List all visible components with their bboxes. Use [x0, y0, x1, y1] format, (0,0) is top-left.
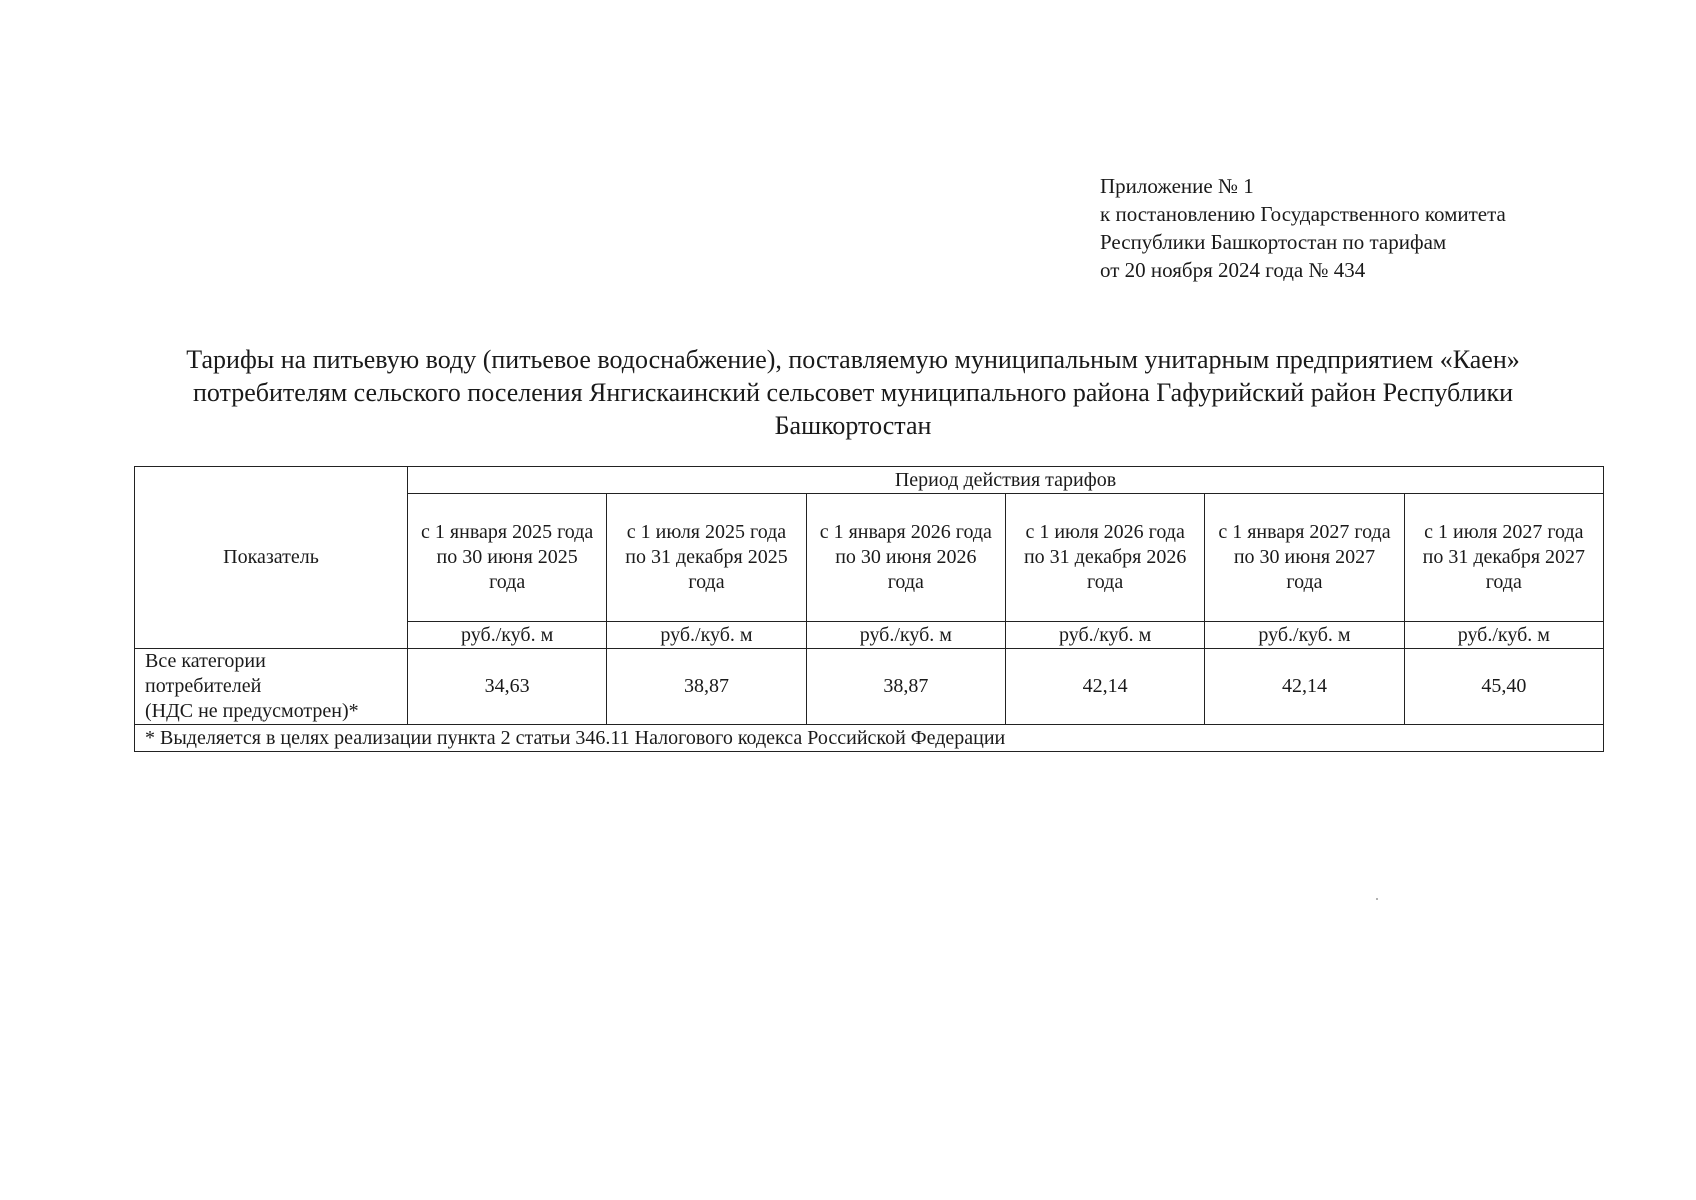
- period-line: с 1 января 2025 года: [421, 521, 594, 543]
- period-line: по 31 декабря 2025: [625, 546, 788, 568]
- period-line: с 1 июля 2026 года: [1025, 521, 1185, 543]
- category-line: Все категории: [145, 650, 266, 672]
- period-line: года: [688, 571, 725, 593]
- tariff-value: 42,14: [1005, 649, 1204, 725]
- period-line: с 1 июля 2025 года: [626, 521, 787, 543]
- table-row: [135, 649, 1604, 725]
- unit-cell: руб./куб. м: [806, 622, 1005, 649]
- period-cell: [607, 494, 806, 622]
- period-line: года: [1485, 571, 1522, 593]
- category-cell: [135, 649, 408, 725]
- category-line: (НДС не предусмотрен)*: [145, 700, 359, 722]
- appendix-line: от 20 ноября 2024 года № 434: [1100, 258, 1366, 282]
- document-title: [128, 343, 1578, 442]
- period-line: с 1 января 2026 года: [819, 521, 992, 543]
- scan-speck: [1376, 898, 1378, 900]
- appendix-block: [1100, 172, 1506, 284]
- unit-cell: руб./куб. м: [607, 622, 806, 649]
- period-line: по 30 июня 2025: [436, 546, 578, 568]
- title-line: потребителям сельского поселения Янгискаинский сельсовет муниципального района Гафурийский район Республики: [192, 378, 1514, 407]
- category-line: потребителей: [145, 675, 262, 697]
- unit-cell: руб./куб. м: [408, 622, 607, 649]
- tariff-table: [134, 466, 1604, 752]
- footnote: * Выделяется в целях реализации пункта 2 статьи 346.11 Налогового кодекса Российской Федерации: [135, 725, 1604, 752]
- period-line: года: [1087, 571, 1124, 593]
- period-cell: [1205, 494, 1404, 622]
- footnote-row: [135, 725, 1604, 752]
- tariff-value: 45,40: [1404, 649, 1603, 725]
- period-cell: [1404, 494, 1603, 622]
- period-line: года: [489, 571, 526, 593]
- period-line: с 1 января 2027 года: [1218, 521, 1391, 543]
- tariff-value: 38,87: [806, 649, 1005, 725]
- period-line: по 30 июня 2026: [835, 546, 977, 568]
- period-header: Период действия тарифов: [408, 467, 1604, 494]
- title-line: Тарифы на питьевую воду (питьевое водоснабжение), поставляемую муниципальным унитарным предприятием «Каен»: [186, 345, 1520, 374]
- period-line: с 1 июля 2027 года: [1424, 521, 1584, 543]
- tariff-value: 42,14: [1205, 649, 1404, 725]
- indicator-header: Показатель: [135, 467, 408, 649]
- period-line: по 31 декабря 2026: [1023, 546, 1187, 568]
- unit-cell: руб./куб. м: [1404, 622, 1603, 649]
- period-cell: [408, 494, 607, 622]
- appendix-line: к постановлению Государственного комитета: [1100, 202, 1506, 226]
- period-cell: [806, 494, 1005, 622]
- tariff-value: 38,87: [607, 649, 806, 725]
- period-cell: [1005, 494, 1204, 622]
- title-line: Башкортостан: [774, 411, 932, 440]
- appendix-line: Приложение № 1: [1100, 174, 1254, 198]
- period-line: года: [887, 571, 924, 593]
- period-line: по 30 июня 2027: [1233, 546, 1376, 568]
- period-line: года: [1286, 571, 1323, 593]
- unit-cell: руб./куб. м: [1205, 622, 1404, 649]
- tariff-value: 34,63: [408, 649, 607, 725]
- table-header-row: [135, 467, 1604, 494]
- unit-cell: руб./куб. м: [1005, 622, 1204, 649]
- period-line: по 31 декабря 2027: [1422, 546, 1586, 568]
- appendix-line: Республики Башкортостан по тарифам: [1100, 230, 1447, 254]
